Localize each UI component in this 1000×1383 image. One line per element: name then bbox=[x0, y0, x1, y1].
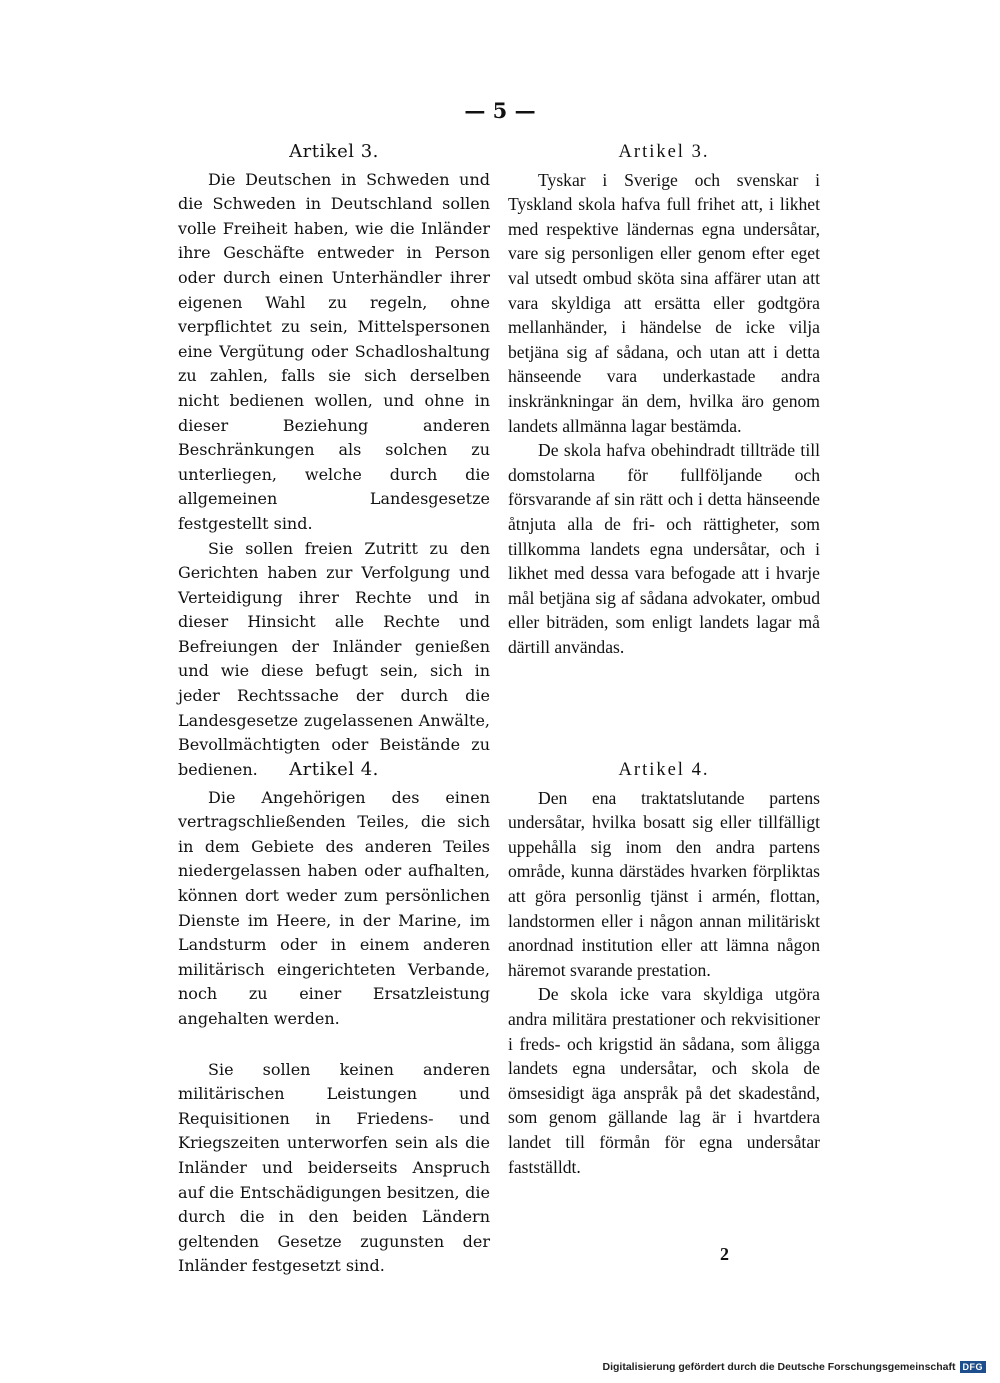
swedish-article-4-paragraph-1: Den ena traktatslutande partens undersåtar, hvilka bosatt sig eller tillfälligt uppehålla sig inom den andra partens område, kunna därstädes hvarken förpliktas att göra personlig tjänst i armén, flottan, landstormen eller i någon annan militäriskt anordnad institution eller att lämna någon häremot svarande prestation. bbox=[508, 787, 820, 980]
swedish-article-3-heading: Artikel 3. bbox=[618, 142, 710, 162]
swedish-article-3-paragraph-1: Tyskar i Sverige och svenskar i Tyskland skola hafva full frihet att, i likhet med respektive ländernas egna undersåtar, vare sig personligen eller genom efter eget val utsedt ombud sköta sina affärer utan att vara skyldiga att ersätta eller godtgöra mellanhänder, i händelse de icke vilja betjäna sig af sådana, och utan att i detta hänseende vara underkastade andra inskränkningar än dem, hvilka äro genom landets allmänna lagar bestämda. bbox=[508, 169, 820, 436]
german-article-3-paragraph-1: Die Deutschen in Schweden und die Schweden in Deutschland sollen volle Freiheit haben, wie die Inländer ihre Geschäfte entweder in Person oder durch einen Unterhändler ihrer eigenen Wahl zu regeln, ohne verpflichtet zu sein, Mittelspersonen eine Vergütung oder Schadloshaltung zu zahlen, falls sie sich derselben nicht bedienen wollen, und ohne in dieser Beziehung anderen Beschränkungen als solchen zu unterliegen, welche durch die allgemeinen Landesgesetze festgestellt sind. bbox=[178, 169, 490, 533]
page-number: — 5 — bbox=[464, 98, 536, 123]
german-article-4 bbox=[178, 758, 490, 1279]
footer-text: Digitalisierung gefördert durch die Deutsche Forschungsgemeinschaft bbox=[602, 1361, 956, 1373]
digitization-footer bbox=[603, 1361, 986, 1373]
swedish-article-4 bbox=[508, 758, 820, 1179]
signature-mark: 2 bbox=[720, 1244, 729, 1264]
german-article-3 bbox=[178, 140, 490, 782]
german-article-3-heading: Artikel 3. bbox=[289, 141, 379, 162]
swedish-article-4-heading: Artikel 4. bbox=[618, 760, 710, 780]
swedish-article-3-paragraph-2: De skola hafva obehindradt tillträde till domstolarna för fullföljande och försvarande af sin rätt och i detta hänseende åtnjuta alla de fri- och rättigheter, som tillkomma landets egna undersåtar, och i likhet med dessa vara befogade att i hvarje mål betjäna sig af sådana advokater, ombud eller biträden, som enligt landets lagar må därtill användas. bbox=[508, 440, 820, 657]
german-article-4-paragraph-2: Sie sollen keinen anderen militärischen Leistungen und Requisitionen in Friedens- und Kriegszeiten unterworfen sein als die Inländer und beiderseits Anspruch auf die Entschädigungen besitzen, die durch die in den beiden Ländern geltenden Gesetze zugunsten der Inländer festgesetzt sind. bbox=[178, 1059, 490, 1276]
swedish-article-3 bbox=[508, 140, 820, 659]
german-article-3-paragraph-2: Sie sollen freien Zutritt zu den Gerichten haben zur Verfolgung und Verteidigung ihrer Rechte und in dieser Hinsicht alle Rechte und Befreiungen der Inländer genießen und wie diese befugt sein, sich in jeder Rechtssache der durch die Landesgesetze zugelassenen Anwälte, Bevollmächtigten oder Beistände zu bedienen. bbox=[178, 538, 490, 779]
swedish-article-4-paragraph-2: De skola icke vara skyldiga utgöra andra militära prestationer och rekvisitioner i freds- och krigstid än sådana, som åligga landets egna undersåtar, och skola de ömsesidigt äga anspråk på det skadestånd, som genom gällande lag är i hvartdera landet till förmån för egna undersåtar fastställdt. bbox=[508, 984, 820, 1177]
german-article-4-heading: Artikel 4. bbox=[289, 759, 379, 780]
german-article-4-paragraph-1: Die Angehörigen des einen vertragschließenden Teiles, die sich in dem Gebiete des anderen Teiles niedergelassen haben oder aufhalten, können dort weder zum persönlichen Dienste im Heere, in der Marine, im Landsturm oder in einem anderen militärisch eingerichteten Verbande, noch zu einer Ersatzleistung angehalten werden. bbox=[178, 787, 490, 1028]
dfg-logo-icon: DFG bbox=[960, 1361, 987, 1373]
